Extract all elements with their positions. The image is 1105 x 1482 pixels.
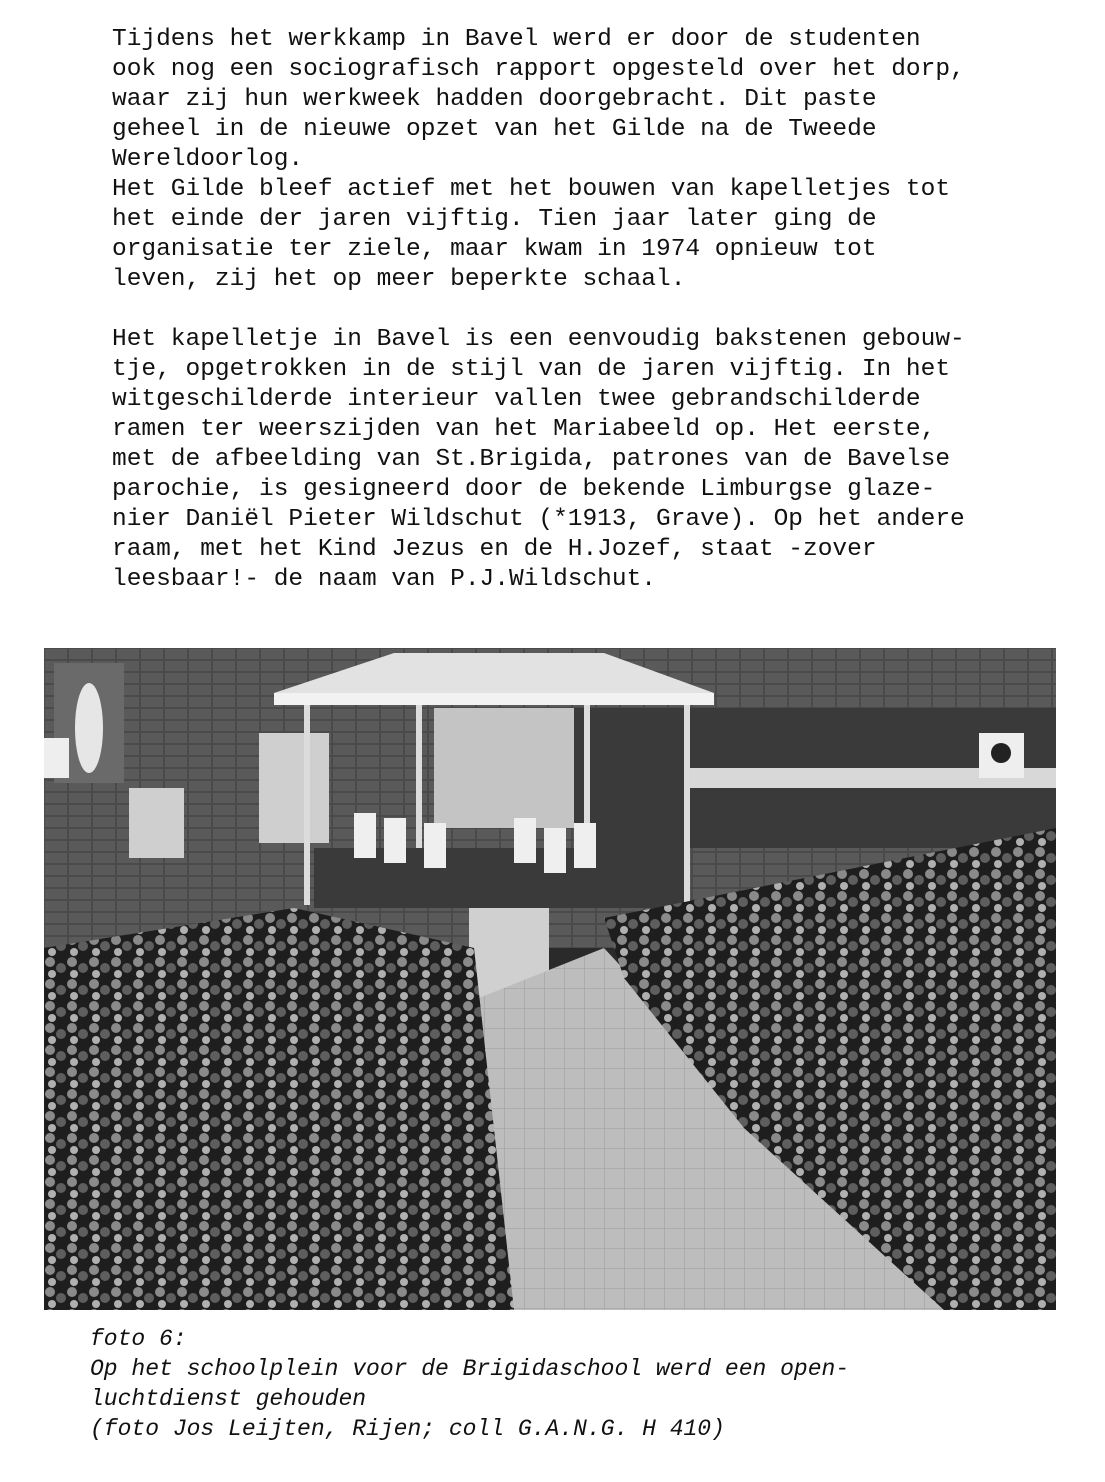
- text-line: tje, opgetrokken in de stijl van de jaren vijftig. In het: [112, 356, 951, 383]
- altar-backdrop: [434, 708, 574, 828]
- window: [259, 733, 329, 843]
- text-line: leesbaar!- de naam van P.J.Wildschut.: [112, 566, 656, 593]
- text-line: Het Gilde bleef actief met het bouwen van kapelletjes tot: [112, 176, 951, 203]
- text-line: Het kapelletje in Bavel is een eenvoudig bakstenen gebouw-: [112, 326, 965, 353]
- caption-line: (foto Jos Leijten, Rijen; coll G.A.N.G. H 410): [90, 1416, 725, 1442]
- text-line: ramen ter weerszijden van het Mariabeeld op. Het eerste,: [112, 416, 936, 443]
- text-line: met de afbeelding van St.Brigida, patrones van de Bavelse: [112, 446, 951, 473]
- text-line: het einde der jaren vijftig. Tien jaar later ging de: [112, 206, 877, 233]
- caption-line: Op het schoolplein voor de Brigidaschool werd een open-: [90, 1356, 850, 1382]
- paragraph-werkkamp: [112, 25, 1002, 295]
- text-line: Wereldoorlog.: [112, 146, 304, 173]
- text-line: nier Daniël Pieter Wildschut (*1913, Grave). Op het andere: [112, 506, 965, 533]
- photo-illustration: [44, 648, 1056, 1310]
- maria-statue: [75, 683, 103, 773]
- text-line: leven, zij het op meer beperkte schaal.: [112, 266, 686, 293]
- sign: [44, 738, 69, 778]
- schoolplein-photo: [44, 648, 1056, 1310]
- canopy-post: [304, 705, 310, 905]
- text-line: raam, met het Kind Jezus en de H.Jozef, staat -zover: [112, 536, 877, 563]
- text-line: geheel in de nieuwe opzet van het Gilde na de Tweede: [112, 116, 877, 143]
- crowd-left: [44, 908, 514, 1310]
- canopy-edge: [274, 693, 714, 705]
- text-line: Tijdens het werkkamp in Bavel werd er door de studenten: [112, 26, 921, 53]
- text-line: organisatie ter ziele, maar kwam in 1974 opnieuw tot: [112, 236, 877, 263]
- text-line: waar zij hun werkweek hadden doorgebracht. Dit paste: [112, 86, 877, 113]
- text-line: parochie, is gesigneerd door de bekende Limburgse glaze-: [112, 476, 936, 503]
- photo-caption: [90, 1324, 1010, 1444]
- caption-line: luchtdienst gehouden: [90, 1386, 367, 1412]
- text-line: ook nog een sociografisch rapport opgesteld over het dorp,: [112, 56, 965, 83]
- canopy-post: [684, 705, 690, 905]
- paragraph-kapelletje: [112, 325, 1002, 595]
- text-line: witgeschilderde interieur vallen twee gebrandschilderde: [112, 386, 921, 413]
- window: [129, 788, 184, 858]
- caption-label: foto 6:: [90, 1326, 187, 1352]
